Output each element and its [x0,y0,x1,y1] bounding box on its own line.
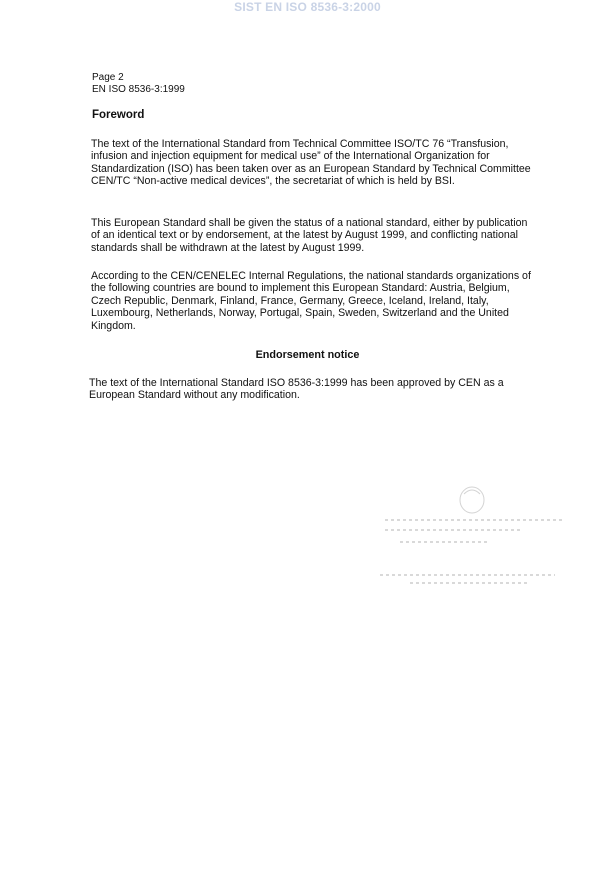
faint-stamp-image [380,480,570,590]
foreword-paragraph-2: This European Standard shall be given the status of a national standard, either by publication of an identical text or by endorsement, at the latest by August 1999, and conflicting national standards shall be withdrawn at the latest by August 1999. [91,217,528,254]
page-number: Page 2 [92,72,124,83]
endorsement-text: The text of the International Standard ISO 8536-3:1999 has been approved by CEN as a European Standard without any modification. [89,377,504,402]
standard-reference: EN ISO 8536-3:1999 [92,84,185,95]
foreword-paragraph-3: According to the CEN/CENELEC Internal Regulations, the national standards organizations of the following countries are bound to implement this European Standard: Austria, Belgium, Czech Republic, Denmark, Finland, France, Germany, Greece, Iceland, Ireland, Italy, Luxembourg, Netherlands, Norway, Portugal, Spain, Sweden, Switzerland and the United Kingdom. [91,270,531,332]
foreword-heading: Foreword [92,109,145,121]
endorsement-heading: Endorsement notice [255,349,360,361]
watermark: SIST EN ISO 8536-3:2000 [234,0,381,14]
foreword-paragraph-1: The text of the International Standard from Technical Committee ISO/TC 76 “Transfusion, infusion and injection equipment for medical use” of the International Organization for Standardization (ISO) has been taken over as an European Standard by Technical Committee CEN/TC “Non-active medical devices”, the secretariat of which is held by BSI. [91,138,531,188]
page-header [92,72,185,96]
